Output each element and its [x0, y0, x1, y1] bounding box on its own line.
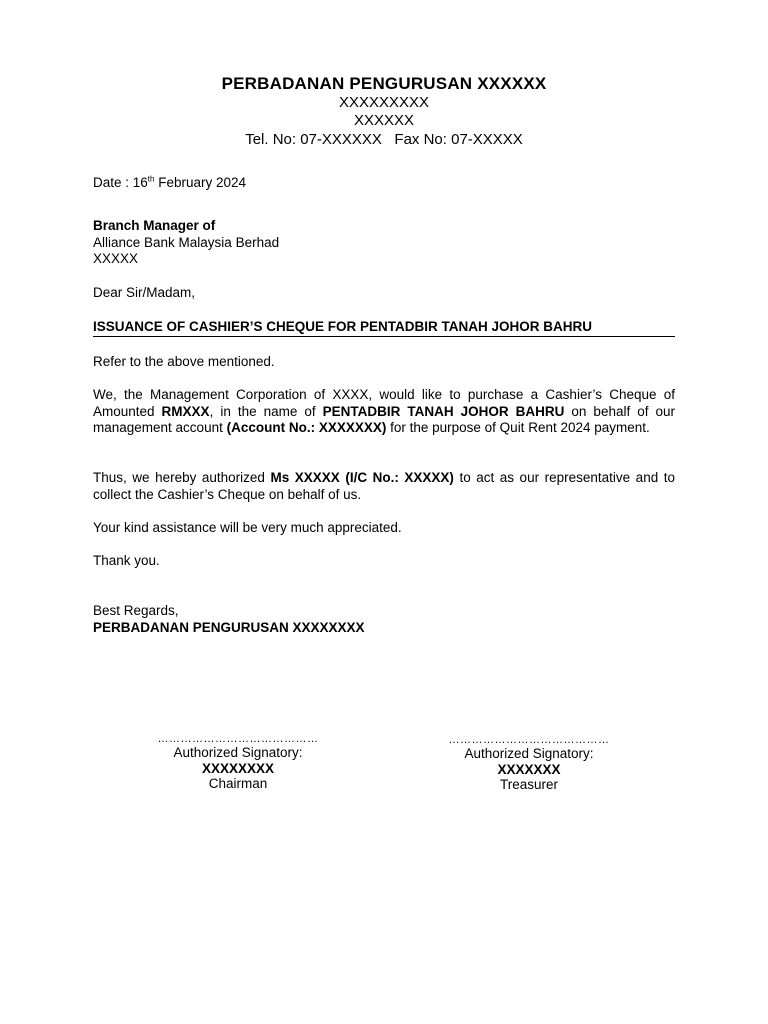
p2-text-3: on behalf of our management account [93, 403, 675, 436]
p2-text-2: , in the name of [209, 403, 323, 419]
subject-line: ISSUANCE OF CASHIER’S CHEQUE FOR PENTADBIR TANAH JOHOR BAHRU [93, 318, 675, 337]
salutation: Dear Sir/Madam, [93, 285, 196, 300]
recipient-title: Branch Manager of [93, 218, 216, 233]
letterhead-address-line1: XXXXXXXXX [338, 94, 430, 111]
paragraph-appreciation: Your kind assistance will be very much appreciated. [93, 520, 402, 535]
signatory-treasurer [409, 734, 649, 793]
payee-name: PENTADBIR TANAH JOHOR BAHRU [322, 403, 565, 419]
letterhead-title: PERBADANAN PENGURUSAN XXXXXX [221, 74, 547, 93]
letterhead [0, 74, 768, 150]
signatory-name: XXXXXXXX [201, 760, 275, 776]
signatory-role: Chairman [208, 776, 268, 792]
recipient-bank: Alliance Bank Malaysia Berhad [93, 234, 280, 250]
letterhead-contact: Tel. No: 07-XXXXXX Fax No: 07-XXXXX [245, 131, 523, 148]
date-month-year: February 2024 [154, 175, 247, 190]
p2-text-1: We, the Management Corporation of XXXX, would like to purchase a Cashier’s Cheque of Amounted [93, 387, 675, 419]
p3-text-2: to act as our representative and to collect the Cashier’s Cheque on behalf of us. [93, 470, 675, 502]
p2-text-4: for the purpose of Quit Rent 2024 payment. [386, 420, 650, 436]
signatory-label: Authorized Signatory: [464, 746, 594, 761]
closing-block [93, 603, 675, 636]
account-number: (Account No.: XXXXXXX) [226, 420, 387, 436]
recipient-address: XXXXX [93, 251, 139, 267]
representative-name: Ms XXXXX (I/C No.: XXXXX) [270, 470, 454, 485]
closing-organization: PERBADANAN PENGURUSAN XXXXXXXX [93, 619, 365, 635]
letter-date [93, 175, 675, 192]
paragraph-authorization [93, 470, 675, 503]
letterhead-address-line2: XXXXXX [353, 112, 415, 129]
signatory-name: XXXXXXX [497, 761, 561, 777]
date-day: Date : 16 [93, 175, 148, 190]
paragraph-purchase-request [93, 387, 675, 437]
date-ordinal: th [147, 174, 155, 184]
signature-line: …………………………………… [157, 733, 319, 745]
p3-text-1: Thus, we hereby authorized [93, 470, 271, 485]
signature-line: …………………………………… [448, 734, 610, 746]
closing-regards: Best Regards, [93, 603, 179, 618]
recipient-block [93, 218, 675, 268]
paragraph-thanks: Thank you. [93, 553, 160, 568]
signatory-chairman [118, 733, 358, 792]
signatory-label: Authorized Signatory: [173, 745, 303, 760]
signatory-role: Treasurer [499, 777, 558, 793]
amount-placeholder: RMXXX [161, 403, 210, 419]
paragraph-refer: Refer to the above mentioned. [93, 354, 275, 369]
